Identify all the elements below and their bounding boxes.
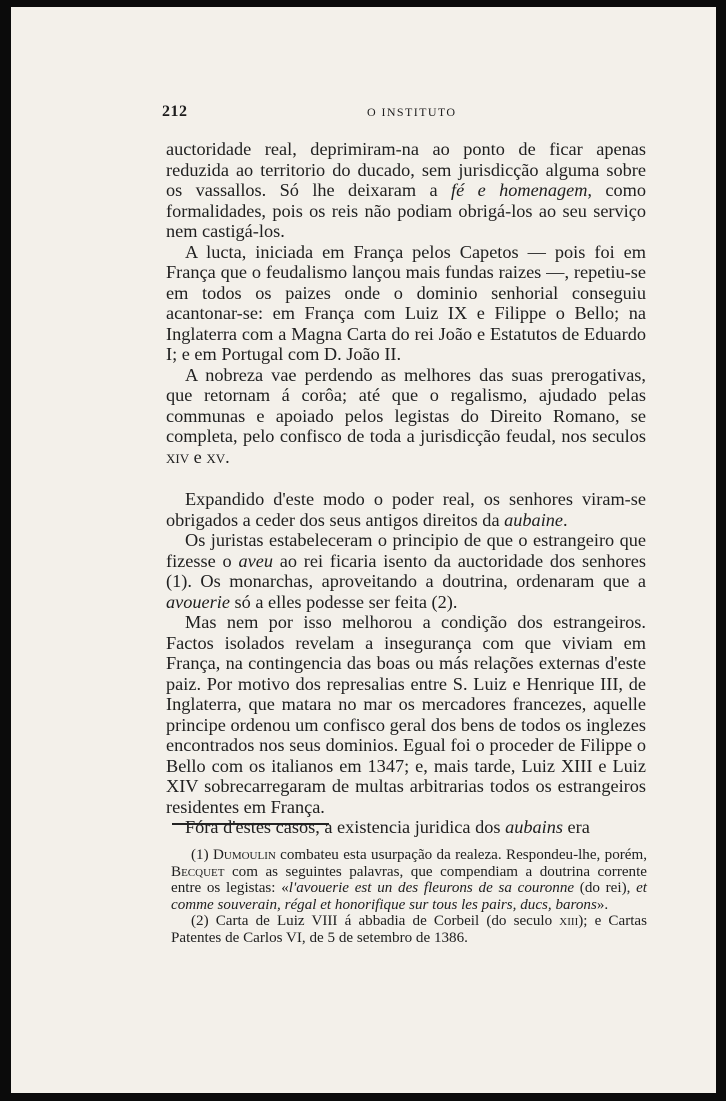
paragraph: Fóra d'estes casos, a existencia juridica dos aubains era	[185, 817, 590, 837]
page-number: 212	[162, 103, 188, 120]
footnote: (2) Carta de Luiz VIII á abbadia de Corbeil (do seculo xiii); e Cartas Patentes de Carlos VI, de 5 de setembro de 1386.	[171, 913, 647, 946]
paragraph: A lucta, iniciada em França pelos Capetos — pois foi em França que o feudalismo lançou mais fundas raizes —, repetiu-se em todos os paizes onde o dominio senhorial conseguiu acantonar-se: em França com Luiz IX e Filippe o Bello; na Inglaterra com a Magna Carta do rei João e Estatutos de Eduardo I; e em Portugal com D. João II.	[166, 241, 646, 364]
paragraph: auctoridade real, deprimiram-na ao ponto de ficar apenas reduzida ao territorio do ducado, sem jurisdicção alguma sobre os vassallos. Só lhe deixaram a fé e homenagem, como formalidades, pois os reis não podiam obrigá-los ao seu serviço nem castigá-los.	[166, 139, 647, 241]
footnotes	[171, 847, 647, 946]
footnote: (1) Dumoulin combateu esta usurpação da realeza. Respondeu-lhe, porém, Becquet com as seguintes palavras, que compendiam a doutrina corrente entre os legistas: «l'avouerie est un des fleurons de sa couronne (do rei), et comme souverain, régal et honorifique sur tous les pairs, ducs, barons».	[171, 847, 648, 913]
page-header	[162, 103, 645, 123]
body-text	[166, 139, 646, 838]
paragraph: Expandido d'este modo o poder real, os senhores viram-se obrigados a ceder dos seus antigos direitos da aubaine.	[166, 489, 646, 530]
paragraph: Mas nem por isso melhorou a condição dos estrangeiros. Factos isolados revelam a insegurança com que viviam em França, na contingencia das boas ou más relações externas d'este paiz. Por motivo dos represalias entre S. Luiz e Henrique III, de Inglaterra, que matara no mar os mercadores francezes, aquelle principe ordenou um confisco geral dos bens de todos os inglezes encontrados nos seus dominios. Egual foi o proceder de Filippe o Bello com os italianos em 1347; e, mais tarde, Luiz XIII e Luiz XIV sobrecarregaram de multas arbitrarias todos os estrangeiros residentes em França.	[166, 612, 646, 817]
footnote-rule	[172, 823, 329, 825]
paragraph: Os juristas estabeleceram o principio de que o estrangeiro que fizesse o aveu ao rei ficaria isento da auctoridade dos senhores (1). Os monarchas, aproveitando a doutrina, ordenaram que a avouerie só a elles podesse ser feita (2).	[166, 530, 646, 612]
running-title: O INSTITUTO	[367, 105, 457, 119]
book-page	[11, 7, 716, 1093]
paragraph: A nobreza vae perdendo as melhores das suas prerogativas, que retornam á corôa; até que o regalismo, ajudado pelas communas e apoiado pelos legistas do Direito Romano, se completa, pelo confisco de toda a jurisdicção feudal, nos seculos xiv e xv.	[166, 364, 646, 467]
